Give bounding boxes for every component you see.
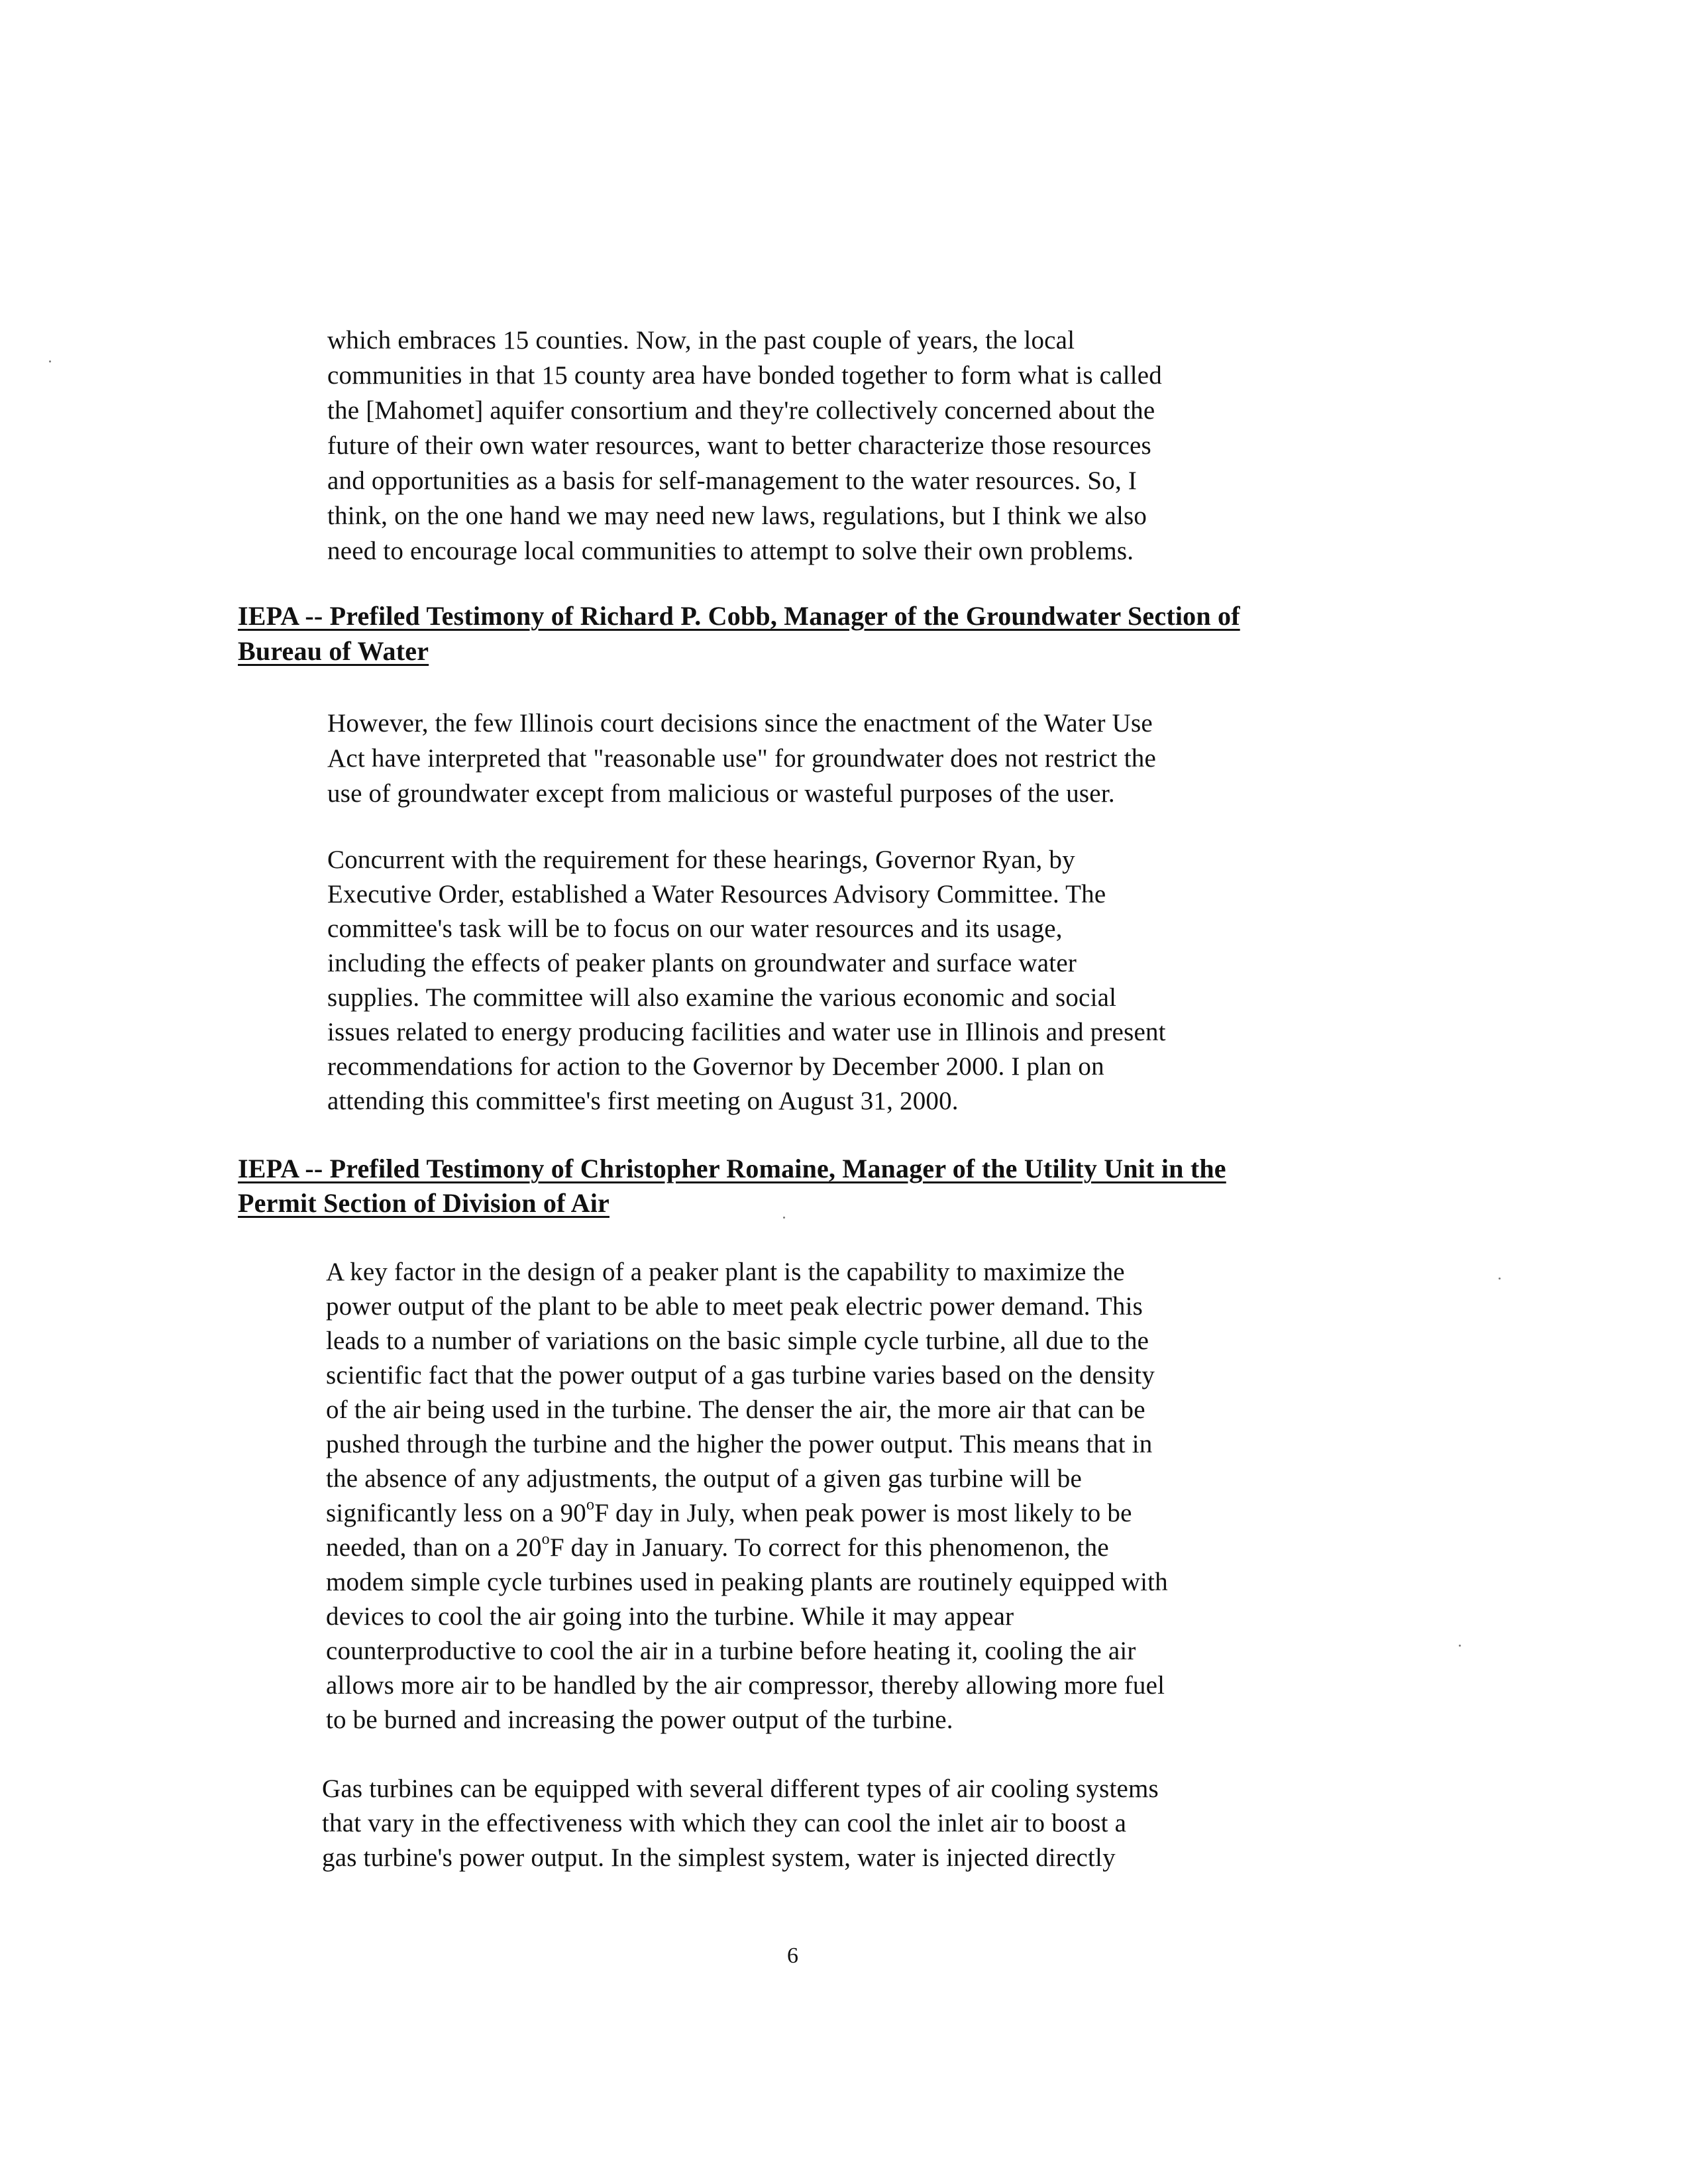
text-fragment: significantly less on a 90 [326,1499,586,1527]
text-fragment: F day in January. To correct for this phenomenon, the [549,1533,1109,1562]
text-line: use of groundwater except from malicious or wasteful purposes of the user. [327,779,1115,808]
text-line: of the air being used in the turbine. The denser the air, the more air that can be [326,1395,1145,1424]
text-line: need to encourage local communities to attempt to solve their own problems. [327,537,1134,565]
text-line-temperature-july [326,1496,1132,1531]
text-line: leads to a number of variations on the basic simple cycle turbine, all due to the [326,1327,1149,1355]
heading-line: IEPA -- Prefiled Testimony of Richard P. Cobb, Manager of the Groundwater Section of [238,601,1240,631]
text-line: issues related to energy producing facilities and water use in Illinois and present [327,1018,1166,1046]
text-line: Executive Order, established a Water Resources Advisory Committee. The [327,880,1106,908]
text-line: to be burned and increasing the power output of the turbine. [326,1706,953,1734]
text-line: modem simple cycle turbines used in peaking plants are routinely equipped with [326,1568,1168,1596]
text-line: communities in that 15 county area have bonded together to form what is called [327,361,1162,390]
text-line: counterproductive to cool the air in a turbine before heating it, cooling the air [326,1637,1136,1665]
heading-line: Bureau of Water [238,636,429,666]
text-line: including the effects of peaker plants on groundwater and surface water [327,949,1077,977]
text-line: devices to cool the air going into the turbine. While it may appear [326,1602,1014,1631]
text-line: allows more air to be handled by the air compressor, thereby allowing more fuel [326,1671,1165,1700]
text-line: and opportunities as a basis for self-management to the water resources. So, I [327,466,1138,495]
text-fragment: needed, than on a 20 [326,1533,542,1562]
text-line: which embraces 15 counties. Now, in the past couple of years, the local [327,326,1075,355]
text-line-temperature-january [326,1531,1109,1565]
text-line: attending this committee's first meeting on August 31, 2000. [327,1087,959,1115]
scan-speck [1499,1278,1501,1280]
text-line: future of their own water resources, want to better characterize those resources [327,431,1151,460]
text-line: that vary in the effectiveness with which they can cool the inlet air to boost a [322,1809,1127,1837]
text-line: committee's task will be to focus on our water resources and its usage, [327,914,1063,943]
text-line: Concurrent with the requirement for these hearings, Governor Ryan, by [327,846,1075,874]
text-line: gas turbine's power output. In the simplest system, water is injected directly [322,1843,1116,1872]
text-line: pushed through the turbine and the higher the power output. This means that in [326,1430,1153,1458]
text-line: Gas turbines can be equipped with several different types of air cooling systems [322,1774,1159,1803]
text-line: Act have interpreted that "reasonable use" for groundwater does not restrict the [327,744,1156,773]
scan-speck [1459,1645,1461,1647]
degree-symbol: o [541,1531,550,1548]
text-line: think, on the one hand we may need new laws, regulations, but I think we also [327,502,1147,530]
text-line: the absence of any adjustments, the output of a given gas turbine will be [326,1464,1082,1493]
text-line: supplies. The committee will also examine the various economic and social [327,983,1117,1012]
text-line: recommendations for action to the Governor by December 2000. I plan on [327,1052,1104,1081]
page-number: 6 [787,1943,798,1968]
text-line: A key factor in the design of a peaker plant is the capability to maximize the [326,1258,1125,1286]
scan-speck [49,360,51,362]
heading-line: IEPA -- Prefiled Testimony of Christopher Romaine, Manager of the Utility Unit in the [238,1154,1226,1183]
text-line: scientific fact that the power output of a gas turbine varies based on the density [326,1361,1155,1390]
degree-symbol: o [586,1496,595,1513]
text-fragment: F day in July, when peak power is most likely to be [594,1499,1132,1527]
scan-speck [783,1217,785,1219]
heading-line: Permit Section of Division of Air [238,1188,610,1218]
text-line: However, the few Illinois court decisions since the enactment of the Water Use [327,709,1153,737]
text-line: the [Mahomet] aquifer consortium and they're collectively concerned about the [327,396,1155,425]
text-line: power output of the plant to be able to meet peak electric power demand. This [326,1292,1143,1321]
